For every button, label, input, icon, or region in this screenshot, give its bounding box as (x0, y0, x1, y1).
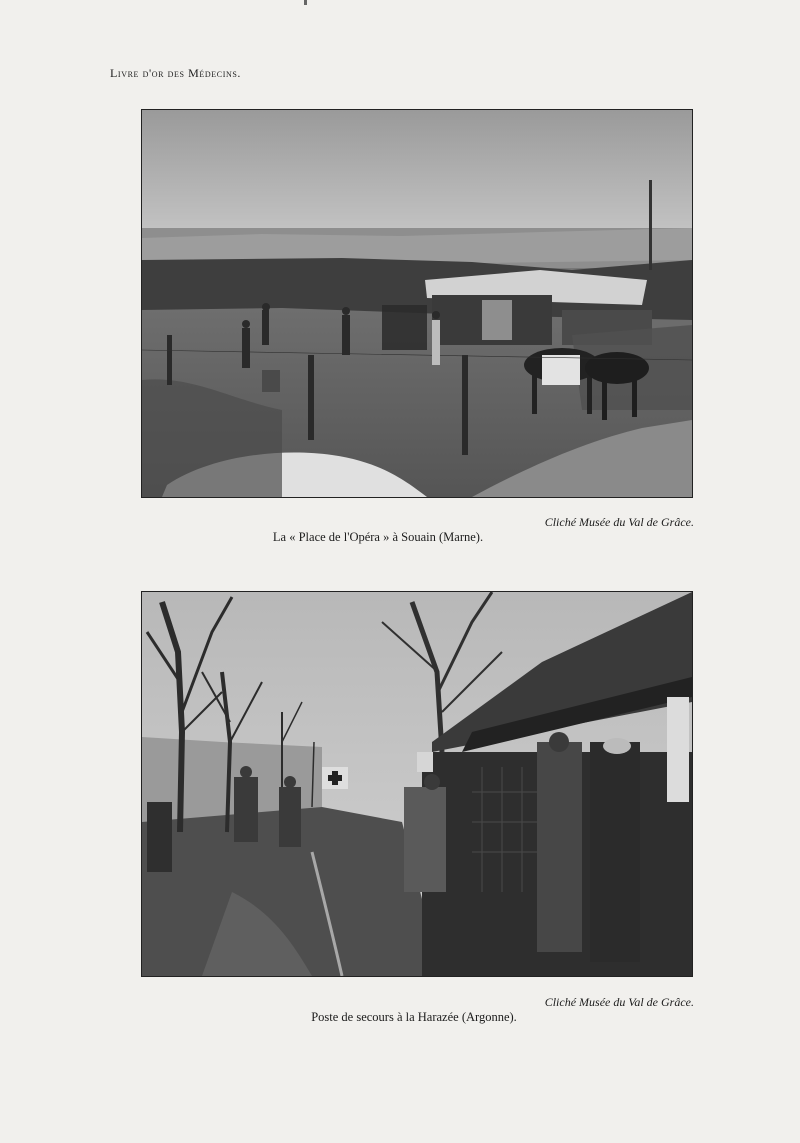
running-head: Livre d'or des Médecins. (110, 66, 242, 80)
doorway-light (667, 697, 689, 802)
fence-post (462, 355, 468, 455)
photo-caption: La « Place de l'Opéra » à Souain (Marne). (272, 530, 484, 544)
sky (142, 110, 692, 235)
telegraph-pole (649, 180, 652, 270)
photo-credit: Cliché Musée du Val de Grâce. (544, 995, 694, 1009)
ink-speck (304, 0, 307, 5)
photo-credit: Cliché Musée du Val de Grâce. (544, 515, 694, 529)
photo-poste-de-secours (141, 591, 693, 977)
fence-post (167, 335, 172, 385)
photo-2-drawing (142, 592, 692, 976)
photo-1-drawing (142, 110, 692, 497)
horse-blanket (542, 355, 580, 385)
photo-caption: Poste de secours à la Harazée (Argonne). (311, 1010, 517, 1024)
photo-place-de-l-opera (141, 109, 693, 498)
fence-post (308, 355, 314, 440)
